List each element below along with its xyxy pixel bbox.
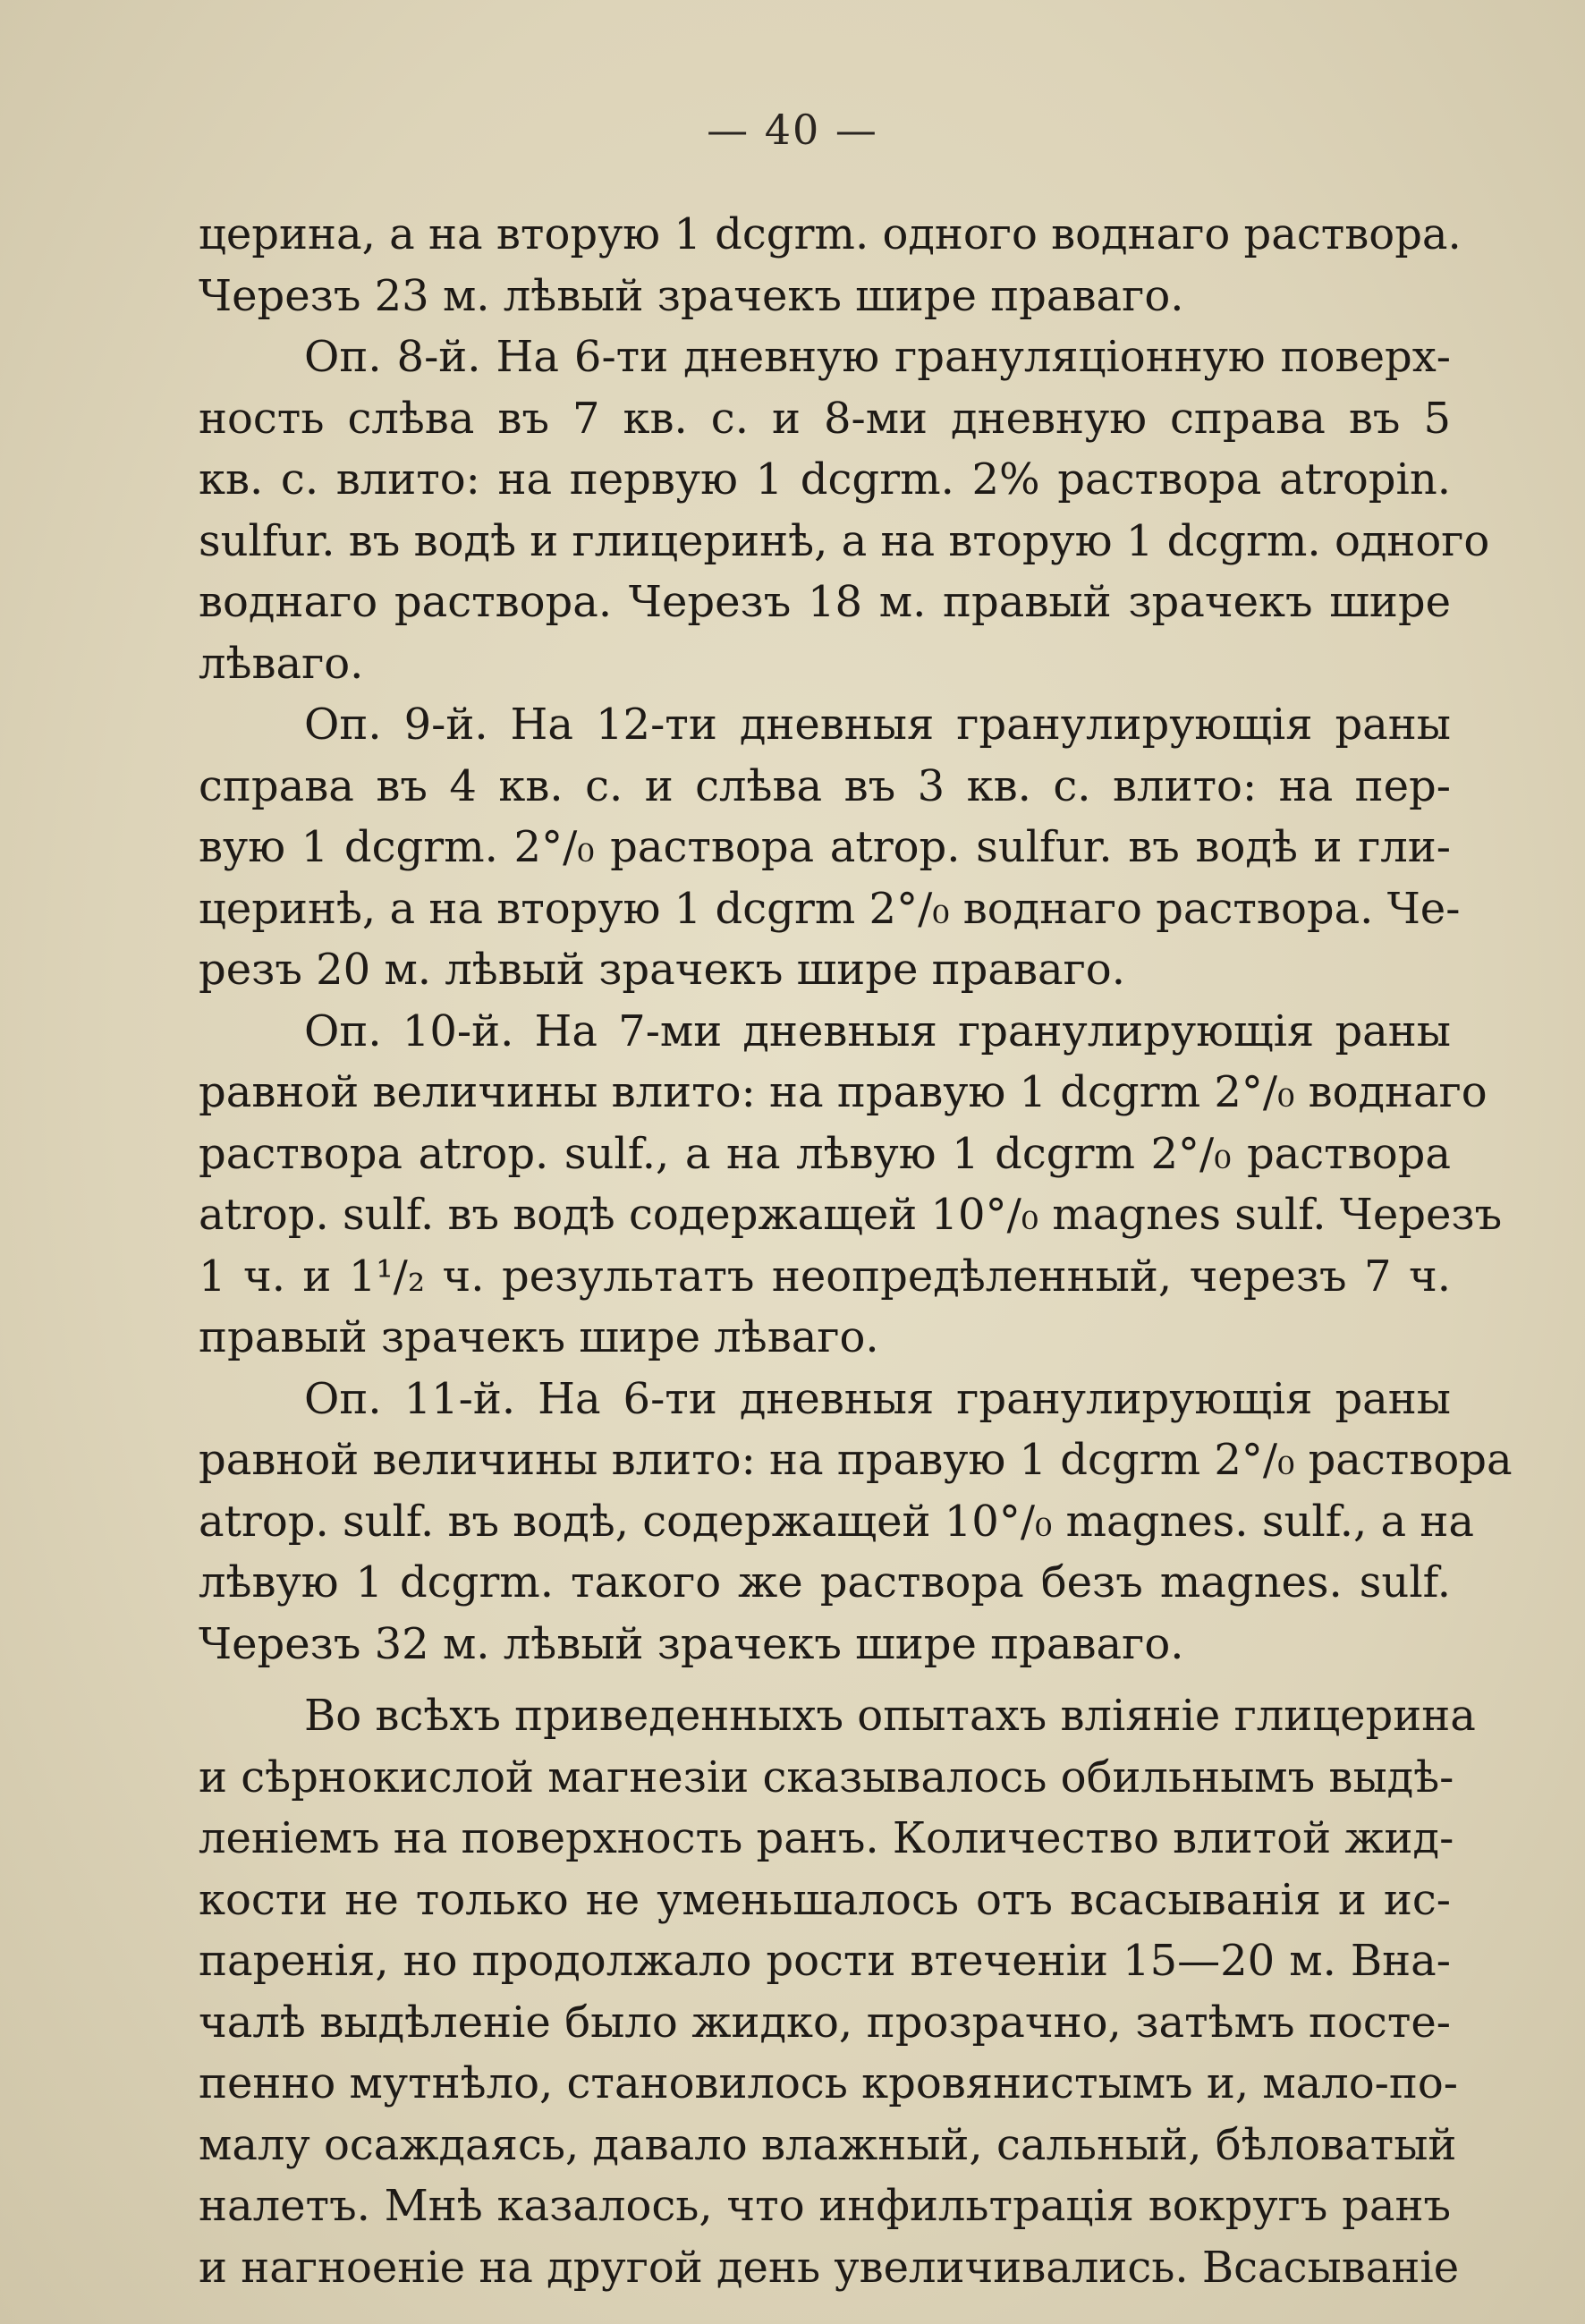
text-line: и нагноеніе на другой день увеличивались. Всасываніе: [199, 2242, 1460, 2293]
text-line: Черезъ 32 м. лѣвый зрачекъ шире праваго.: [199, 1618, 1184, 1669]
text-line: Черезъ 23 м. лѣвый зрачекъ шире праваго.: [199, 270, 1184, 321]
page-number: — 40 —: [707, 106, 878, 154]
text-line: Оп. 9-й. На 12-ти дневныя гранулирующія раны: [304, 700, 1451, 750]
text-line: воднаго раствора. Черезъ 18 м. правый зрачекъ шире: [199, 577, 1451, 627]
paragraph: [199, 1685, 1476, 2298]
paragraph: [199, 694, 1461, 1001]
text-line: лѣваго.: [199, 638, 364, 689]
text-line: atrop. sulf. въ водѣ, содержащей 10°/₀ magnes. sulf., а на: [199, 1496, 1475, 1547]
text-line: леніемъ на поверхность ранъ. Количество влитой жид-: [199, 1813, 1454, 1863]
text-line: пенно мутнѣло, становилось кровянистымъ и, мало-по-: [199, 2058, 1459, 2108]
text-line: 1 ч. и 1¹/₂ ч. результатъ неопредѣленный, черезъ 7 ч.: [199, 1251, 1451, 1302]
text-line: Оп. 8-й. На 6-ти дневную грануляціонную поверх-: [304, 332, 1451, 382]
text-line: и сѣрнокислой магнезіи сказывалось обильнымъ выдѣ-: [199, 1751, 1454, 1802]
text-line: кв. с. влито: на первую 1 dcgrm. 2% раствора atropin.: [199, 454, 1451, 505]
text-line: Во всѣхъ приведенныхъ опытахъ вліяніе глицерина: [304, 1691, 1476, 1741]
text-line: резъ 20 м. лѣвый зрачекъ шире праваго.: [199, 945, 1125, 995]
body-text: [199, 204, 1513, 2298]
text-line: паренія, но продолжало рости втеченіи 15—20 м. Вна-: [199, 1936, 1451, 1986]
text-line: правый зрачекъ шире лѣваго.: [199, 1312, 879, 1362]
paragraph: [199, 327, 1490, 694]
text-line: ность слѣва въ 7 кв. с. и 8-ми дневную справа въ 5: [199, 393, 1451, 444]
text-line: вую 1 dcgrm. 2°/₀ раствора atrop. sulfur. въ водѣ и гли-: [199, 822, 1451, 872]
text-line: atrop. sulf. въ водѣ содержащей 10°/₀ magnes sulf. Черезъ: [199, 1190, 1503, 1240]
text-line: лѣвую 1 dcgrm. такого же раствора безъ magnes. sulf.: [199, 1557, 1451, 1607]
text-line: Оп. 11-й. На 6-ти дневныя гранулирующія раны: [304, 1373, 1451, 1424]
text-line: малу осаждаясь, давало влажный, сальный, бѣловатый: [199, 2119, 1457, 2170]
text-line: равной величины влито: на правую 1 dcgrm 2°/₀ воднаго: [199, 1067, 1488, 1117]
text-line: налетъ. Мнѣ казалось, что инфильтрація вокругъ ранъ: [199, 2181, 1451, 2231]
text-line: чалѣ выдѣленіе было жидко, прозрачно, затѣмъ посте-: [199, 1997, 1451, 2048]
paragraph: [199, 1369, 1513, 1675]
paragraph: [199, 1001, 1503, 1369]
text-line: раствора atrop. sulf., а на лѣвую 1 dcgrm 2°/₀ раствора: [199, 1128, 1451, 1179]
text-line: церина, а на вторую 1 dcgrm. одного воднаго раствора.: [199, 209, 1462, 259]
text-line: Оп. 10-й. На 7-ми дневныя гранулирующія раны: [304, 1005, 1451, 1056]
text-line: кости не только не уменьшалось отъ всасыванія и ис-: [199, 1874, 1451, 1925]
text-line: церинѣ, а на вторую 1 dcgrm 2°/₀ воднаго раствора. Че-: [199, 883, 1461, 934]
text-line: равной величины влито: на правую 1 dcgrm 2°/₀ раствора: [199, 1435, 1513, 1485]
text-line: sulfur. въ водѣ и глицеринѣ, а на вторую 1 dcgrm. одного: [199, 515, 1490, 566]
paragraph: [199, 204, 1462, 327]
text-line: справа въ 4 кв. с. и слѣва въ 3 кв. с. влито: на пер-: [199, 760, 1451, 811]
